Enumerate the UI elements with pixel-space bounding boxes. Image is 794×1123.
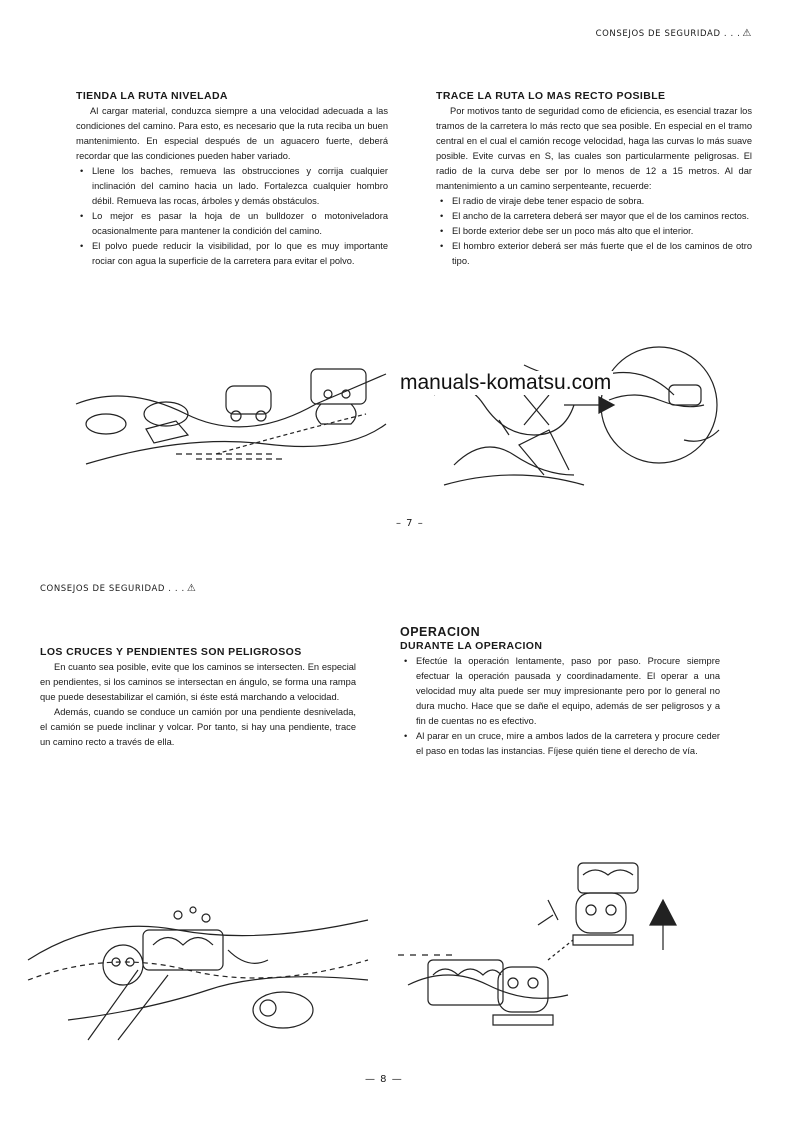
road-maintenance-illustration xyxy=(66,364,396,484)
section-title: TIENDA LA RUTA NIVELADA xyxy=(76,90,228,102)
section-subtitle: DURANTE LA OPERACION xyxy=(400,640,543,652)
section-title: OPERACION xyxy=(400,625,481,639)
list-item: • El polvo puede reducir la visibilidad, por lo que es muy importante rociar con agua la superficie de la carretera para evitar el polvo. xyxy=(76,239,388,269)
watermark: manuals-komatsu.com xyxy=(400,371,612,394)
list-item: • El borde exterior debe ser un poco más alto que el interior. xyxy=(436,224,752,239)
s-curve-illustration xyxy=(424,345,749,495)
page8-header-text: CONSEJOS DE SEGURIDAD . . . xyxy=(40,584,185,594)
section-title: LOS CRUCES Y PENDIENTES SON PELIGROSOS xyxy=(40,646,302,658)
list-item: • Lo mejor es pasar la hoja de un bulldozer o motoniveladora ocasionalmente para mantener la condición del camino. xyxy=(76,209,388,239)
trucks-crossing-illustration xyxy=(398,855,710,1045)
section-paragraph: En cuanto sea posible, evite que los caminos se intersecten. En especial en pendientes, si los caminos se intersectan en ángulo, se forma una rampa que puede desestabilizar el camión, si éste está marchando a velocidad. xyxy=(40,662,356,702)
section-paragraph: Al cargar material, conduzca siempre a una velocidad adecuada a las condiciones del camino. Para esto, es necesario que la ruta reciba un buen mantenimiento. En especial después de un aguacero fuerte, deberá recordar que las condiciones pueden haber variado. xyxy=(76,106,388,161)
warning-triangle-icon: ⚠ xyxy=(186,583,197,594)
bullet-list xyxy=(76,164,388,269)
section-paragraph: Además, cuando se conduce un camión por una pendiente desnivelada, el camión se puede inclinar y volcar. Por tanto, si hay una pendiente, trace un camino recto a través de ella. xyxy=(40,707,356,747)
page7-header xyxy=(596,28,752,39)
page8-left-column xyxy=(40,646,356,750)
bullet-list xyxy=(436,194,752,269)
section-title: TRACE LA RUTA LO MAS RECTO POSIBLE xyxy=(436,90,666,102)
page7-right-column xyxy=(436,90,752,269)
page8-right-column xyxy=(400,625,720,759)
page-number: – 7 – xyxy=(396,518,424,529)
section-paragraph: Por motivos tanto de seguridad como de eficiencia, es esencial trazar los tramos de la carretera lo más recto que sea posible. En especial en el tramo central en el cual el camión recoge velocidad, haga las curvas lo más suave posible. Evite curvas en S, las cuales son particularmente peligrosas. El radio de la curva debe ser por lo menos de 12 a 15 metros. Al dar mantenimiento a un camino serpenteante, recuerde: xyxy=(436,106,752,191)
list-item: • El hombro exterior deberá ser más fuerte que el de los caminos de otro tipo. xyxy=(436,239,752,269)
page-number: — 8 — xyxy=(365,1074,403,1085)
list-item: • El ancho de la carretera deberá ser mayor que el de los caminos rectos. xyxy=(436,209,752,224)
page7-header-text: CONSEJOS DE SEGURIDAD . . . xyxy=(595,29,741,39)
list-item: • Llene los baches, remueva las obstrucciones y corrija cualquier inclinación del camino hacia un lado. Fortalezca cualquier hombro débil. Remueva las rocas, árboles y demás obstáculos. xyxy=(76,164,388,209)
page8-header xyxy=(40,583,196,594)
warning-triangle-icon: ⚠ xyxy=(742,28,752,39)
page7-left-column xyxy=(76,90,388,269)
list-item: • Efectúe la operación lentamente, paso por paso. Procure siempre efectuar la operación pausada y coordinadamente. El operar a una velocidad muy alta puede ser muy impresionante pero por lo general no dura mucho. Hace que se dañe el equipo, además de ser peligrosos y a fin de cuentas no es efectivo. xyxy=(400,654,720,729)
bullet-list xyxy=(400,654,720,759)
list-item: • Al parar en un cruce, mire a ambos lados de la carretera y procure ceder el paso en todas las instancias. Fíjese quién tiene el derecho de vía. xyxy=(400,729,720,759)
list-item: • El radio de viraje debe tener espacio de sobra. xyxy=(436,194,752,209)
crossing-slope-illustration xyxy=(28,900,373,1040)
